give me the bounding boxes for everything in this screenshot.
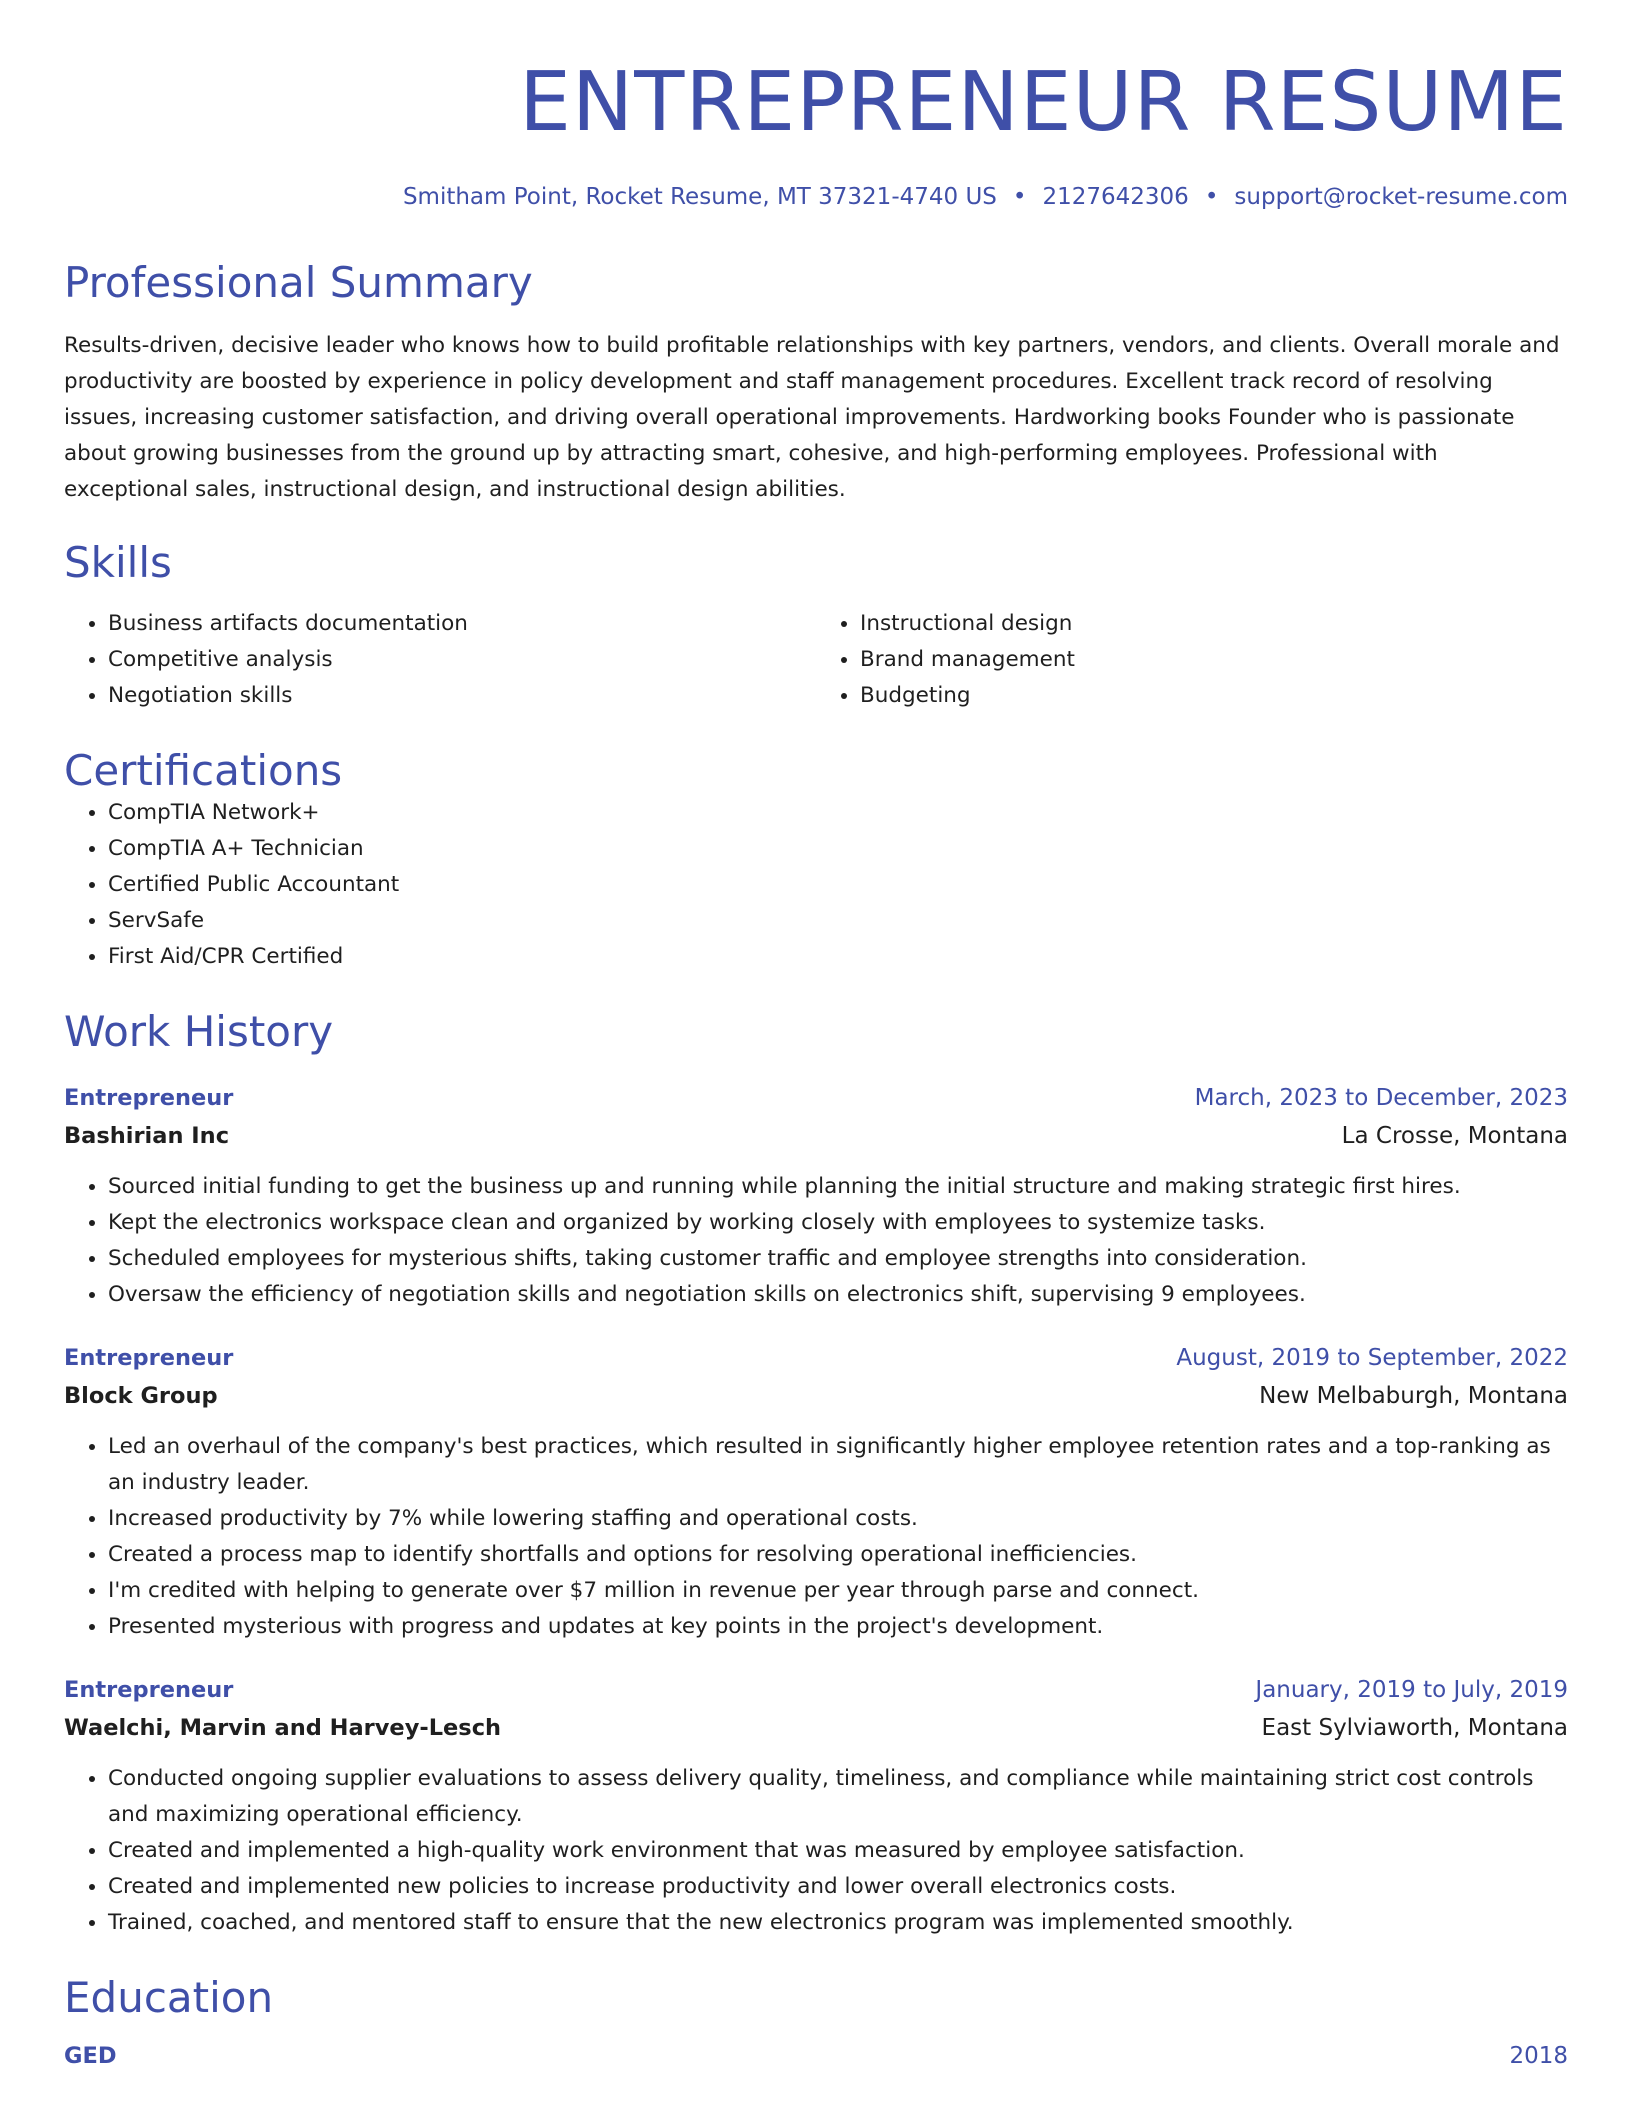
job-company: Block Group [64, 1382, 218, 1409]
contact-separator: • [1204, 184, 1219, 210]
summary-text: Results-driven, decisive leader who knows how to build profitable relationships with key partners, vendors, and clients. Overall morale and productivity are boosted by experience in policy development and staff management procedures. Excellent track record of resolving issues, increasing customer satisfaction, and driving overall operational improvements. Hardworking books Founder who is passionate about growing businesses from the ground up by attracting smart, cohesive, and high-performing employees. Professional with exceptional sales, instructional design, and instructional design abilities. [64, 333, 1560, 503]
certification-item: • ServSafe [108, 903, 1568, 939]
job-location: New Melbaburgh, Montana [1259, 1382, 1568, 1409]
job-dates: January, 2019 to July, 2019 [1255, 1676, 1568, 1703]
job-bullet: • Oversaw the efficiency of negotiation skills and negotiation skills on electronics shift, supervising 9 employees. [108, 1277, 1568, 1313]
certification-item: • CompTIA Network+ [108, 795, 1568, 831]
job-bullet: • Sourced initial funding to get the business up and running while planning the initial structure and making strategic first hires. [108, 1169, 1568, 1205]
job-bullet: • Created and implemented a high-quality work environment that was measured by employee satisfaction. [108, 1833, 1568, 1869]
job-company: Bashirian Inc [64, 1122, 230, 1149]
job-header-row [64, 1339, 1568, 1377]
job-bullets [64, 1429, 1568, 1645]
skills-list-right [816, 606, 1568, 714]
job-bullet: • Kept the electronics workspace clean and organized by working closely with employees to systemize tasks. [108, 1205, 1568, 1241]
work-history-list [64, 1079, 1568, 1941]
job-bullets [64, 1169, 1568, 1313]
job-dates: August, 2019 to September, 2022 [1176, 1344, 1568, 1371]
certification-item: • Certified Public Accountant [108, 867, 1568, 903]
job-location: La Crosse, Montana [1341, 1122, 1568, 1149]
skills-heading: Skills [64, 538, 172, 588]
job-company-row [64, 1377, 1568, 1415]
skill-item: • Brand management [860, 642, 1568, 678]
job-location: East Sylviaworth, Montana [1261, 1714, 1568, 1741]
skill-item: • Competitive analysis [108, 642, 816, 678]
summary-heading: Professional Summary [64, 258, 533, 307]
job-bullet: • Created and implemented new policies to increase productivity and lower overall electronics costs. [108, 1869, 1568, 1905]
job-company: Waelchi, Marvin and Harvey-Lesch [64, 1714, 502, 1741]
skill-item: • Budgeting [860, 678, 1568, 714]
job-bullet: • Trained, coached, and mentored staff to ensure that the new electronics program was implemented smoothly. [108, 1905, 1568, 1941]
job-bullet: • Conducted ongoing supplier evaluations to assess delivery quality, timeliness, and compliance while maintaining strict cost controls and maximizing operational efficiency. [108, 1761, 1568, 1833]
job-title: Entrepreneur [64, 1344, 234, 1371]
job-entry [64, 1079, 1568, 1313]
job-title: Entrepreneur [64, 1676, 234, 1703]
job-bullet: • Presented mysterious with progress and updates at key points in the project's development. [108, 1609, 1568, 1645]
education-heading: Education [64, 1972, 274, 2022]
job-dates: March, 2023 to December, 2023 [1194, 1084, 1568, 1111]
certification-item: • First Aid/CPR Certified [108, 939, 1568, 975]
job-company-row [64, 1709, 1568, 1747]
job-header-row [64, 1079, 1568, 1117]
skill-item: • Instructional design [860, 606, 1568, 642]
job-bullet: • Led an overhaul of the company's best practices, which resulted in significantly higher employee retention rates and a top-ranking as an industry leader. [108, 1429, 1568, 1501]
work-history-heading: Work History [64, 1006, 334, 1056]
resume-name: ENTREPRENEUR RESUME [519, 55, 1568, 150]
skills-list-left [64, 606, 816, 714]
job-bullet: • Created a process map to identify shortfalls and options for resolving operational inefficiencies. [108, 1537, 1568, 1573]
education-degree: GED [64, 2042, 117, 2069]
certifications-list [64, 795, 1568, 975]
education-year: 2018 [1509, 2042, 1568, 2069]
job-header-row [64, 1671, 1568, 1709]
job-entry [64, 1339, 1568, 1645]
skills-grid [64, 606, 1568, 714]
contact-phone: 2127642306 [1042, 184, 1189, 210]
job-entry [64, 1671, 1568, 1941]
skill-item: • Business artifacts documentation [108, 606, 816, 642]
job-bullets [64, 1761, 1568, 1941]
job-bullet: • Increased productivity by 7% while lowering staffing and operational costs. [108, 1501, 1568, 1537]
contact-email: support@rocket-resume.com [1234, 184, 1568, 210]
job-bullet: • I'm credited with helping to generate over $7 million in revenue per year through parse and connect. [108, 1573, 1568, 1609]
job-title: Entrepreneur [64, 1084, 234, 1111]
contact-address: Smitham Point, Rocket Resume, MT 37321-4740 US [402, 184, 997, 210]
certifications-heading: Certifications [64, 746, 343, 796]
skill-item: • Negotiation skills [108, 678, 816, 714]
job-company-row [64, 1117, 1568, 1155]
education-entry [64, 2043, 1568, 2069]
contact-line [64, 184, 1568, 210]
contact-separator: • [1012, 184, 1027, 210]
certification-item: • CompTIA A+ Technician [108, 831, 1568, 867]
job-bullet: • Scheduled employees for mysterious shifts, taking customer traffic and employee strengths into consideration. [108, 1241, 1568, 1277]
